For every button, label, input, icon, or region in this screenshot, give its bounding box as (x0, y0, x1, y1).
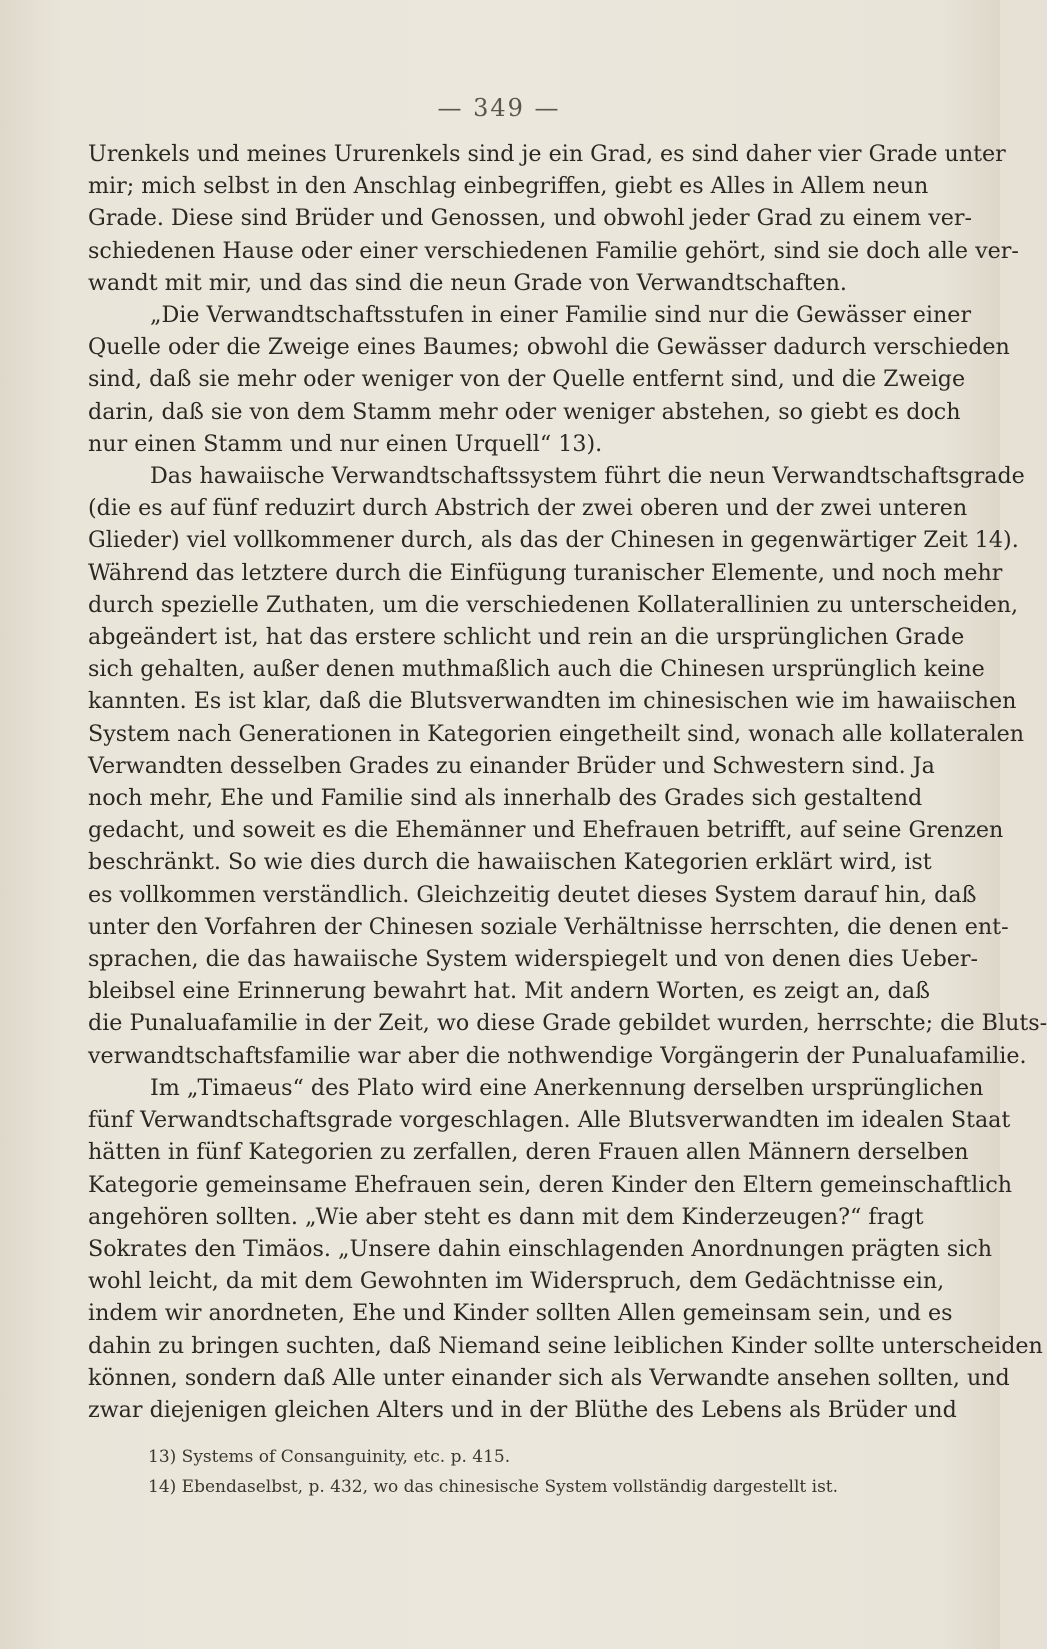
text-line: nur einen Stamm und nur einen Urquell“ 13). (88, 430, 603, 457)
text-line: System nach Generationen in Kategorien eingetheilt sind, wonach alle kollateralen (88, 720, 1025, 747)
footnote-13: 13) Systems of Consanguinity, etc. p. 415. (148, 1447, 511, 1468)
text-line: mir; mich selbst in den Anschlag einbegriffen, giebt es Alles in Allem neun (88, 173, 929, 200)
text-line: sind, daß sie mehr oder weniger von der Quelle entfernt sind, und die Zweige (88, 366, 966, 393)
footnotes (88, 1442, 910, 1502)
text-line: schiedenen Hause oder einer verschiedenen Familie gehört, sind sie doch alle ver- (88, 237, 1019, 264)
text-line: können, sondern daß Alle unter einander sich als Verwandte ansehen sollten, und (88, 1364, 1010, 1391)
text-line: zwar diejenigen gleichen Alters und in der Blüthe des Lebens als Brüder und (88, 1396, 957, 1423)
text-line: wandt mit mir, und das sind die neun Grade von Verwandtschaften. (88, 269, 847, 296)
paragraph (88, 299, 1010, 460)
footnote-14: 14) Ebendaselbst, p. 432, wo das chinesische System vollständig dargestellt ist. (148, 1477, 839, 1498)
text-line: Sokrates den Timäos. „Unsere dahin einschlagenden Anordnungen prägten sich (88, 1235, 993, 1262)
text-line: indem wir anordneten, Ehe und Kinder sollten Allen gemeinsam sein, und es (88, 1300, 953, 1327)
paragraph (88, 1072, 1043, 1426)
paragraph (88, 460, 1047, 1072)
text-line: „Die Verwandtschaftsstufen in einer Familie sind nur die Gewässer einer (150, 302, 972, 329)
text-line: gedacht, und soweit es die Ehemänner und Ehefrauen betrifft, auf seine Grenzen (88, 817, 1004, 844)
text-line: unter den Vorfahren der Chinesen soziale Verhältnisse herrschten, die denen ent- (88, 913, 1009, 940)
text-line: dahin zu bringen suchten, daß Niemand seine leiblichen Kinder sollte unterscheiden (88, 1332, 1043, 1359)
text-line: Glieder) viel vollkommener durch, als das der Chinesen in gegenwärtiger Zeit 14). (88, 527, 1019, 554)
text-line: durch spezielle Zuthaten, um die verschiedenen Kollaterallinien zu unterscheiden, (88, 591, 1019, 618)
paragraph (88, 138, 1019, 299)
text-line: Urenkels und meines Ururenkels sind je ein Grad, es sind daher vier Grade unter (88, 141, 1006, 167)
text-line: abgeändert ist, hat das erstere schlicht und rein an die ursprünglichen Grade (88, 624, 965, 651)
text-line: sprachen, die das hawaiische System widerspiegelt und von denen dies Ueber- (88, 946, 979, 973)
text-line: die Punaluafamilie in der Zeit, wo diese Grade gebildet wurden, herrschte; die Bluts- (88, 1010, 1047, 1037)
text-line: Grade. Diese sind Brüder und Genossen, und obwohl jeder Grad zu einem ver- (88, 205, 972, 232)
text-line: darin, daß sie von dem Stamm mehr oder weniger abstehen, so giebt es doch (88, 398, 961, 425)
text-line: Kategorie gemeinsame Ehefrauen sein, deren Kinder den Eltern gemeinschaftlich (88, 1171, 1013, 1198)
text-line: angehören sollten. „Wie aber steht es dann mit dem Kinderzeugen?“ fragt (88, 1203, 924, 1230)
body-text (88, 138, 1047, 1426)
text-line: sich gehalten, außer denen muthmaßlich auch die Chinesen ursprünglich keine (88, 656, 985, 683)
text-line: es vollkommen verständlich. Gleichzeitig deutet dieses System darauf hin, daß (88, 881, 977, 908)
text-line: Quelle oder die Zweige eines Baumes; obwohl die Gewässer dadurch verschieden (88, 334, 1010, 361)
text-line: Während das letztere durch die Einfügung turanischer Elemente, und noch mehr (88, 559, 1003, 586)
text-line: bleibsel eine Erinnerung bewahrt hat. Mit andern Worten, es zeigt an, daß (88, 978, 930, 1005)
text-line: Verwandten desselben Grades zu einander Brüder und Schwestern sind. Ja (88, 752, 935, 779)
text-line: beschränkt. So wie dies durch die hawaiischen Kategorien erklärt wird, ist (88, 849, 932, 876)
text-line: Im „Timaeus“ des Plato wird eine Anerkennung derselben ursprünglichen (150, 1074, 984, 1101)
text-line: noch mehr, Ehe und Familie sind als innerhalb des Grades sich gestaltend (88, 785, 923, 812)
text-line: Das hawaiische Verwandtschaftssystem führt die neun Verwandtschaftsgrade (150, 463, 1025, 490)
text-line: wohl leicht, da mit dem Gewohnten im Widerspruch, dem Gedächtnisse ein, (88, 1268, 945, 1295)
text-line: (die es auf fünf reduzirt durch Abstrich der zwei oberen und der zwei unteren (88, 495, 968, 522)
text-line: hätten in fünf Kategorien zu zerfallen, deren Frauen allen Männern derselben (88, 1139, 969, 1166)
text-line: kannten. Es ist klar, daß die Blutsverwandten im chinesischen wie im hawaiischen (88, 688, 1017, 715)
text-line: verwandtschaftsfamilie war aber die nothwendige Vorgängerin der Punaluafamilie. (88, 1042, 1027, 1069)
text-line: fünf Verwandtschaftsgrade vorgeschlagen. Alle Blutsverwandten im idealen Staat (88, 1107, 1011, 1134)
page-number: — 349 — (437, 94, 561, 122)
